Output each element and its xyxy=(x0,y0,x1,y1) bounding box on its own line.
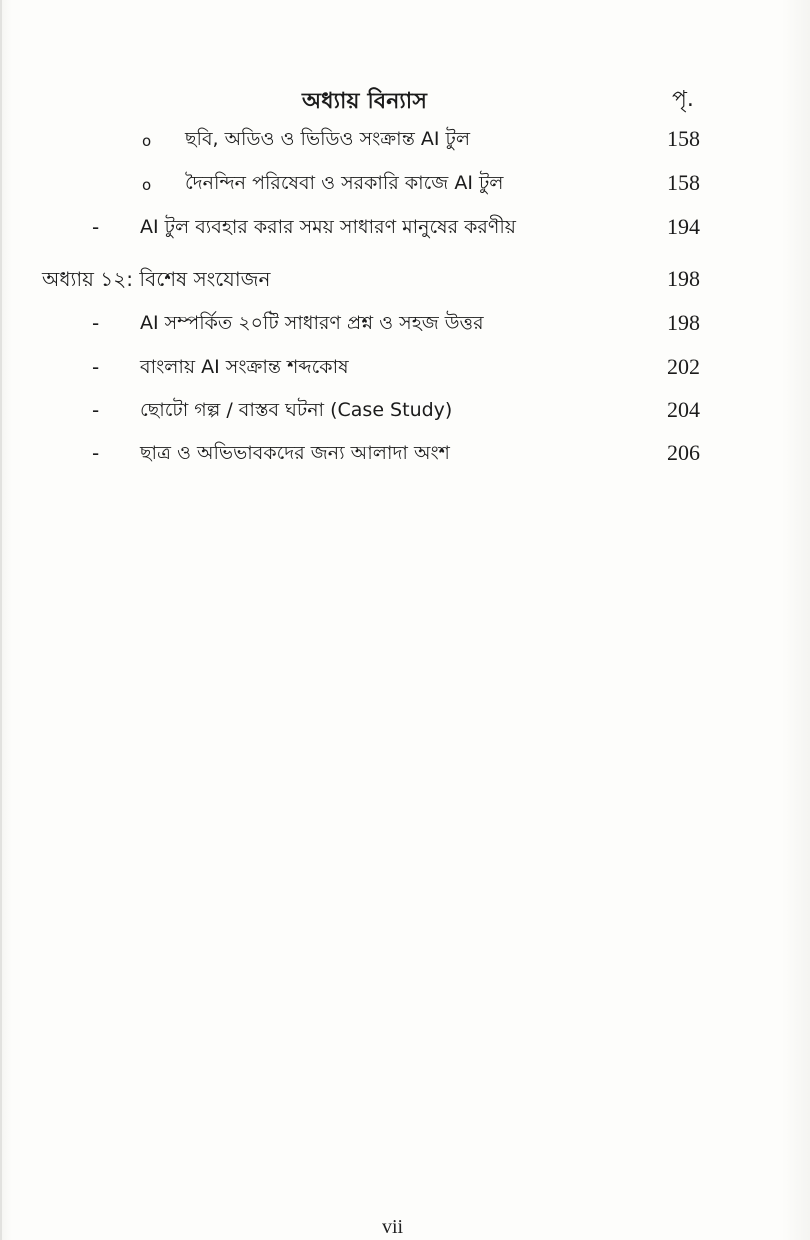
toc-entry-title: AI টুল ব্যবহার করার সময় সাধারণ মানুষের করণীয় xyxy=(140,216,516,238)
bullet-dash-icon: - xyxy=(92,441,100,465)
toc-entry-page: 158 xyxy=(667,170,700,195)
bullet-dash-icon: - xyxy=(92,398,100,422)
toc-entry xyxy=(2,168,810,200)
toc-entry-title: বাংলায় AI সংক্রান্ত শব্দকোষ xyxy=(140,356,349,378)
toc-heading: অধ্যায় বিন্যাস xyxy=(302,89,428,114)
toc-entry-page: 206 xyxy=(667,440,700,465)
bullet-dash-icon: - xyxy=(92,311,100,335)
toc-entry-page: 198 xyxy=(667,266,700,291)
toc-entry-page: 204 xyxy=(667,397,700,422)
toc-entry-title: AI সম্পর্কিত ২০টি সাধারণ প্রশ্ন ও সহজ উত্তর xyxy=(140,312,484,334)
bullet-circle-icon: o xyxy=(142,132,152,150)
bullet-circle-icon: o xyxy=(142,176,152,194)
toc-entry xyxy=(2,212,810,244)
toc-entry-title: ছবি, অডিও ও ভিডিও সংক্রান্ত AI টুল xyxy=(185,128,470,150)
toc-entry xyxy=(2,308,810,340)
toc-entry-page: 194 xyxy=(667,214,700,239)
toc-entry-page: 198 xyxy=(667,310,700,335)
toc-entry xyxy=(2,395,810,427)
toc-entry-title: ছোটো গল্প / বাস্তব ঘটনা (Case Study) xyxy=(140,399,453,421)
bullet-dash-icon: - xyxy=(92,355,100,379)
page-column-label: পৃ. xyxy=(672,87,694,112)
bullet-dash-icon: - xyxy=(92,215,100,239)
toc-chapter xyxy=(2,264,810,296)
toc-entry xyxy=(2,124,810,156)
toc-entry-title: দৈনন্দিন পরিষেবা ও সরকারি কাজে AI টুল xyxy=(185,172,504,194)
toc-entry-page: 202 xyxy=(667,354,700,379)
toc-entry-title: ছাত্র ও অভিভাবকদের জন্য আলাদা অংশ xyxy=(140,442,450,464)
toc-entry xyxy=(2,438,810,470)
page-folio: vii xyxy=(382,1216,404,1238)
toc-chapter-title: অধ্যায় ১২: বিশেষ সংযোজন xyxy=(42,267,271,291)
toc-entry xyxy=(2,352,810,384)
toc-entry-page: 158 xyxy=(667,126,700,151)
